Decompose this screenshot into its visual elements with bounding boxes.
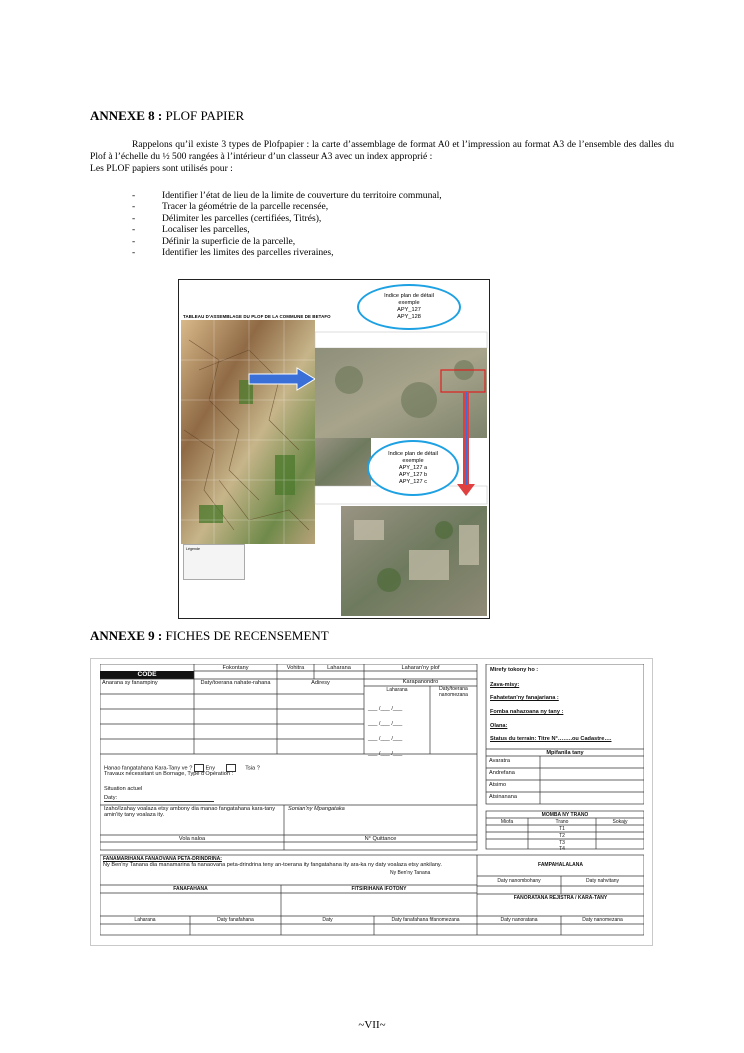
bubble-line: APY_127: [397, 307, 421, 313]
form-sonia: Sonian'ny Mpangataka: [288, 806, 345, 812]
form-sub-laharana: Laharana: [386, 687, 408, 693]
bubble-line: APY_127 a: [398, 464, 428, 471]
form-t-item: T3: [559, 840, 565, 846]
form-bot-daty: Daty: [322, 917, 333, 923]
form-bot-daty-fitsirihana: Daty fanafahana fifanomezana: [391, 917, 460, 923]
form-fampahalalana: FAMPAHALALANA: [538, 862, 583, 868]
bubble-line: Indice plan de détail: [388, 450, 438, 457]
bubble-line: exemple: [398, 300, 420, 306]
annexe9-title: FICHES DE RECENSEMENT: [165, 628, 329, 643]
census-form-figure: [90, 658, 653, 946]
map-legend-label: Légende: [186, 547, 200, 551]
form-daty-nahvitany: Daty nahvitany: [585, 878, 620, 884]
form-bot-daty-nanomezana: Daty nanomezana: [582, 917, 623, 923]
census-form: [100, 664, 644, 940]
option-eny-label: Eny: [205, 765, 216, 772]
form-sub-daty-toerana: Daty/toerana nanomezana: [439, 686, 468, 699]
form-quittance: N° Quittance: [364, 836, 397, 842]
option-tsia-label: Tsia ?: [245, 765, 260, 772]
form-fanamarihana-title: FANAMARIHANA FANAOVANA PETA-DRINDRINA:: [103, 856, 222, 862]
date-field[interactable]: ___ /___ /___: [368, 751, 403, 757]
form-ny-ben: Ny Ben'ny Tanana: [390, 870, 431, 876]
date-field[interactable]: ___ /___ /___: [368, 721, 403, 727]
list-item: - Identifier l’état de lieu de la limite de couverture du territoire communal,: [132, 190, 442, 201]
form-bot-daty-fanafahana: Daty fanafahana: [217, 917, 254, 923]
figure-map-title: TABLEAU D'ASSEMBLAGE DU PLOF DE LA COMMUNE DE BETAFO: [183, 314, 331, 319]
annexe9-heading: [90, 628, 329, 644]
bubble-line: exemple: [402, 457, 424, 464]
form-col-anarana: Anarana sy fanampiny: [102, 680, 158, 686]
form-col-adiresy: Adiresy: [311, 680, 330, 686]
form-col-laharany-plof: Laharan'ny plof: [401, 665, 440, 671]
form-travaux: Travaux nécessitant un Bornage, Type d’Opération :: [104, 771, 234, 777]
annexe8-uses-list: [132, 190, 442, 258]
plof-assembly-figure: [178, 279, 490, 619]
annexe8-paragraph: Rappelons qu’il existe 3 types de Plofpapier : la carte d’assemblage de format A0 et l’impression au format A3 de l’ensemble des dalles du Plof à l’échelle du ½ 500 rangées à l’intérieur d’un classeur A3 avec un index approprié :: [90, 139, 674, 162]
detail-index-bubble-bottom: [367, 440, 459, 496]
bubble-line: Indice plan de détail: [384, 293, 434, 299]
form-situation: Situation actuel: [104, 786, 143, 792]
bubble-line: APY_127 c: [399, 478, 427, 485]
form-fanoratana: FANORATANA REJISTRA / KARA-TANY: [513, 895, 608, 901]
form-col-laharana: Laharana: [327, 665, 351, 671]
annexe8-number: ANNEXE 8 :: [90, 108, 163, 123]
form-andrefana: Andrefana: [489, 770, 515, 776]
form-col-vohitra: Vohitra: [286, 665, 305, 671]
form-atsinanana: Atsinanana: [489, 794, 517, 800]
list-item: - Identifier les limites des parcelles riveraines,: [132, 247, 442, 258]
detail-index-bubble-top: [357, 284, 461, 330]
bubble-line: APY_128: [397, 314, 421, 320]
form-trano: Trano: [555, 819, 569, 825]
form-sokajy: Sokajy: [612, 819, 628, 825]
annexe8-heading: [90, 108, 244, 124]
form-t-item: T4: [559, 846, 565, 852]
date-field[interactable]: ___ /___ /___: [368, 706, 403, 712]
bubble-line: APY_127 b: [398, 471, 428, 478]
annexe8-title: PLOF PAPIER: [165, 108, 245, 123]
form-col-karapanondro: Karapanondro: [402, 679, 439, 685]
form-momba-trano: MOMBA NY TRANO: [541, 812, 589, 818]
form-olana: Olana:: [490, 723, 508, 729]
form-fitsirihana: FITSIRIHANA IFOTONY: [351, 886, 407, 892]
form-atsimo: Atsimo: [489, 782, 507, 788]
list-item: - Définir la superficie de la parcelle,: [132, 236, 442, 247]
annexe9-number: ANNEXE 9 :: [90, 628, 163, 643]
form-fanafahana: FANAFAHANA: [173, 886, 208, 892]
form-daty: Daty:: [104, 795, 118, 801]
form-mpifanila: Mpifanila tany: [546, 750, 584, 756]
list-item: - Délimiter les parcelles (certifiées, Titrés),: [132, 213, 442, 224]
form-bot-daty-nanoratana: Daty nanoratana: [500, 917, 538, 923]
list-item: - Tracer la géométrie de la parcelle recensée,: [132, 201, 442, 212]
form-code-label: CODE: [137, 671, 157, 678]
form-fanamarihana-text: Ny Ben'ny Tanana dia manamarina fa nanaovana peta-drindrina teny an-toerana ity fangatahana ity ara-ka ny daty voalaza etsy ankilany.: [103, 862, 442, 868]
form-t-item: T1: [559, 826, 565, 832]
form-fomba: Fomba nahazoana ny tany :: [490, 709, 564, 715]
form-t-item: T2: [559, 833, 565, 839]
form-bot-laharana: Laharana: [134, 917, 156, 923]
form-daty-underline: [104, 801, 214, 802]
form-zava-misy: Zava-misy:: [490, 682, 520, 688]
form-daty-nanombohany: Daty nanombohany: [497, 878, 541, 884]
annexe8-uses-intro: Les PLOF papiers sont utilisés pour :: [90, 163, 233, 174]
form-izaho: Izaho/Izahay voalaza etsy ambony dia manao fangatahana kara-tany amin'ity tany voalaza ity.: [104, 806, 276, 819]
form-miofa: Miofa: [500, 819, 514, 825]
form-vola-naloa: Vola naloa: [178, 836, 206, 842]
form-status: Status du terrain: Titre N°……..ou Cadastre….: [490, 736, 612, 742]
form-mirefy: Mirefy tokony ho :: [490, 667, 539, 673]
form-col-fokontany: Fokontany: [222, 665, 249, 671]
date-field[interactable]: ___ /___ /___: [368, 736, 403, 742]
map-legend: [183, 544, 245, 580]
form-col-daty: Daty/toerana nahate-rahana: [200, 680, 271, 686]
list-item: - Localiser les parcelles,: [132, 224, 442, 235]
form-fahatetany: Fahatetan'ny fanajariana :: [490, 695, 559, 701]
page-number: ~VII~: [358, 1019, 386, 1031]
form-avaratra: Avaratra: [489, 758, 511, 764]
question-text: Hanao fangatahana Kara-Tany ve ?: [104, 765, 193, 772]
